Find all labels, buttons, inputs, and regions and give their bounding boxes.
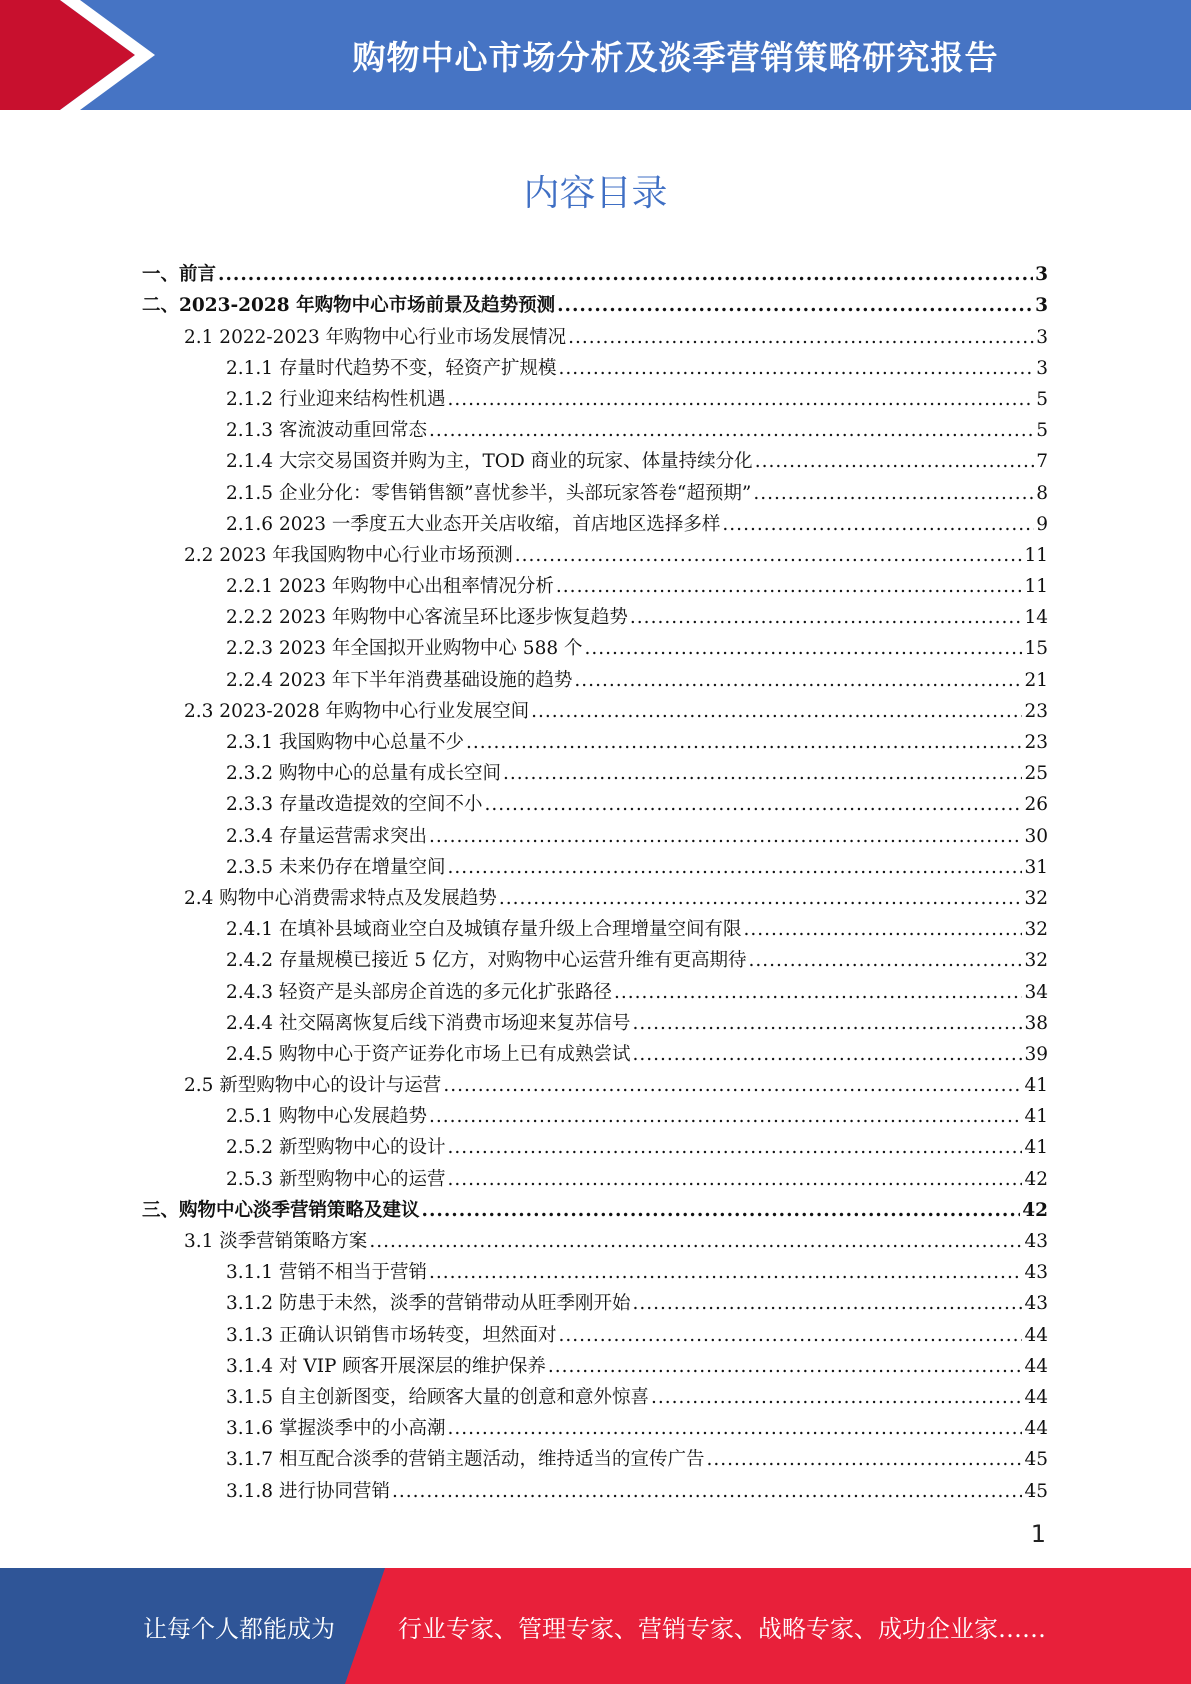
toc-entry-title: 3.1.7 相互配合淡季的营销主题活动，维持适当的宣传广告 [226, 1449, 705, 1471]
toc-entry[interactable] [142, 317, 1048, 348]
toc-entry-page: 5 [1036, 420, 1048, 442]
dot-leader [429, 1262, 1022, 1284]
toc-entry-title: 2.4.1 在填补县域商业空白及城镇存量升级上合理增量空间有限 [226, 919, 742, 941]
dot-leader [429, 420, 1034, 442]
toc-entry-title: 3.1.1 营销不相当于营销 [226, 1262, 427, 1284]
toc-entry-title: 2.1.1 存量时代趋势不变，轻资产扩规模 [226, 357, 557, 379]
toc-entry[interactable] [142, 1347, 1048, 1378]
toc-entry-page: 9 [1036, 513, 1048, 535]
toc-entry[interactable] [142, 629, 1048, 660]
dot-leader [651, 1387, 1022, 1409]
toc-entry-title: 2.3.1 我国购物中心总量不少 [226, 732, 464, 753]
toc-entry-page: 15 [1024, 638, 1048, 660]
dot-leader [632, 1013, 1022, 1035]
dot-leader [755, 451, 1035, 473]
toc-entry-title: 3.1.2 防患于未然，淡季的营销带动从旺季刚开始 [226, 1293, 631, 1315]
toc-entry[interactable] [142, 723, 1048, 754]
report-title: 购物中心市场分析及淡季营销策略研究报告 [352, 37, 999, 77]
toc-entry[interactable] [142, 941, 1048, 972]
dot-leader [568, 327, 1034, 349]
toc-entry[interactable] [142, 1191, 1048, 1222]
dot-leader [447, 1169, 1022, 1191]
toc-entry-page: 5 [1036, 388, 1048, 410]
toc-entry[interactable] [142, 816, 1048, 847]
toc-entry-page: 45 [1024, 1480, 1048, 1502]
table-of-contents [142, 255, 1048, 1503]
dot-leader [218, 264, 1033, 286]
dot-leader [614, 982, 1022, 1004]
toc-entry-page: 44 [1024, 1324, 1048, 1346]
toc-heading: 内容目录 [523, 173, 668, 214]
toc-entry-page: 21 [1024, 669, 1048, 691]
dot-leader [466, 732, 1022, 754]
toc-entry-page: 23 [1024, 732, 1048, 753]
toc-entry-page: 32 [1024, 950, 1048, 972]
toc-entry-page: 43 [1024, 1231, 1048, 1252]
toc-entry-title: 2.1 2022-2023 年购物中心行业市场发展情况 [184, 326, 567, 348]
toc-entry-page: 43 [1024, 1293, 1048, 1315]
toc-entry-page: 43 [1024, 1262, 1048, 1284]
toc-entry-page: 8 [1036, 482, 1048, 504]
dot-leader [630, 607, 1023, 629]
arrow-chevron-icon [0, 0, 160, 110]
toc-entry-page: 44 [1024, 1355, 1048, 1377]
toc-entry[interactable] [142, 692, 1048, 723]
toc-entry-page: 38 [1024, 1012, 1048, 1034]
toc-entry[interactable] [142, 1284, 1048, 1315]
toc-entry[interactable] [142, 1378, 1048, 1409]
toc-entry-title: 2.2.2 2023 年购物中心客流呈环比逐步恢复趋势 [226, 607, 628, 629]
toc-entry[interactable] [142, 411, 1048, 442]
toc-entry-page: 3 [1035, 295, 1048, 317]
dot-leader [531, 701, 1022, 723]
toc-entry-page: 34 [1024, 981, 1048, 1003]
toc-entry-title: 2.2.4 2023 年下半年消费基础设施的趋势 [226, 669, 573, 691]
toc-entry-page: 41 [1024, 1075, 1048, 1097]
dot-leader [447, 1418, 1022, 1440]
dot-leader [503, 763, 1022, 785]
dot-leader [749, 950, 1023, 972]
toc-entry[interactable] [142, 567, 1048, 598]
toc-entry-title: 2.3.3 存量改造提效的空间不小 [226, 794, 483, 816]
toc-entry[interactable] [142, 1159, 1048, 1190]
toc-entry-title: 2.4.5 购物中心于资产证券化市场上已有成熟尝试 [226, 1043, 631, 1065]
header-banner [0, 0, 1191, 110]
dot-leader [558, 358, 1034, 380]
toc-entry-page: 39 [1024, 1043, 1048, 1065]
toc-entry[interactable] [142, 1035, 1048, 1066]
toc-entry[interactable] [142, 349, 1048, 380]
dot-leader [632, 1044, 1022, 1066]
toc-entry-page: 3 [1035, 264, 1048, 286]
toc-entry-title: 2.5.3 新型购物中心的运营 [226, 1168, 446, 1190]
toc-entry[interactable] [142, 785, 1048, 816]
dot-leader [447, 389, 1034, 411]
toc-entry-page: 25 [1024, 763, 1048, 785]
toc-entry-page: 44 [1024, 1418, 1048, 1440]
toc-entry-page: 3 [1036, 357, 1048, 379]
toc-entry-page: 30 [1024, 825, 1048, 847]
toc-entry[interactable] [142, 598, 1048, 629]
toc-entry-title: 三、购物中心淡季营销策略及建议 [142, 1199, 420, 1221]
dot-leader [722, 514, 1034, 536]
toc-entry-title: 2.3.2 购物中心的总量有成长空间 [226, 763, 501, 785]
toc-entry-title: 2.2.3 2023 年全国拟开业购物中心 588 个 [226, 638, 583, 660]
toc-entry-title: 2.2.1 2023 年购物中心出租率情况分析 [226, 576, 554, 598]
toc-entry-title: 2.5.2 新型购物中心的设计 [226, 1137, 446, 1159]
toc-entry-title: 2.4.2 存量规模已接近 5 亿方，对购物中心运营升维有更高期待 [226, 950, 747, 972]
toc-entry[interactable] [142, 1315, 1048, 1346]
toc-entry-title: 3.1.3 正确认识销售市场转变，坦然面对 [226, 1324, 557, 1346]
toc-entry-title: 2.4.4 社交隔离恢复后线下消费市场迎来复苏信号 [226, 1012, 631, 1034]
toc-entry-page: 14 [1024, 607, 1048, 629]
toc-entry[interactable] [142, 255, 1048, 286]
dot-leader [585, 638, 1023, 660]
toc-entry-title: 2.1.3 客流波动重回常态 [226, 420, 427, 442]
toc-entry-page: 7 [1036, 451, 1048, 473]
toc-entry[interactable] [142, 1004, 1048, 1035]
footer-slogan-left: 让每个人都能成为 [143, 1614, 335, 1643]
toc-entry[interactable] [142, 1128, 1048, 1159]
toc-entry-title: 3.1.8 进行协同营销 [226, 1480, 390, 1502]
dot-leader [484, 794, 1022, 816]
toc-entry[interactable] [142, 910, 1048, 941]
toc-entry-title: 2.1.4 大宗交易国资并购为主，TOD 商业的玩家、体量持续分化 [226, 451, 753, 473]
dot-leader [556, 576, 1023, 598]
toc-entry-page: 11 [1024, 544, 1048, 566]
toc-entry[interactable] [142, 473, 1048, 504]
page-number: 1 [1030, 1520, 1046, 1548]
toc-entry-page: 44 [1024, 1386, 1048, 1408]
dot-leader [392, 1481, 1022, 1503]
footer-slogan-right: 行业专家、管理专家、营销专家、战略专家、成功企业家…… [398, 1614, 1046, 1643]
dot-leader [632, 1293, 1022, 1315]
toc-entry-page: 3 [1036, 326, 1048, 348]
toc-entry[interactable] [142, 660, 1048, 691]
toc-entry-page: 32 [1024, 919, 1048, 941]
toc-entry-title: 3.1.4 对 VIP 顾客开展深层的维护保养 [226, 1355, 546, 1377]
toc-entry[interactable] [142, 879, 1048, 910]
toc-entry-title: 2.5.1 购物中心发展趋势 [226, 1106, 427, 1128]
dot-leader [515, 545, 1023, 567]
dot-leader [548, 1356, 1023, 1378]
toc-entry[interactable] [142, 1222, 1048, 1253]
toc-entry[interactable] [142, 536, 1048, 567]
dot-leader [447, 1137, 1022, 1159]
toc-entry[interactable] [142, 1471, 1048, 1502]
footer-banner [0, 1568, 1191, 1684]
toc-entry-page: 45 [1024, 1449, 1048, 1471]
toc-entry-title: 3.1.6 掌握淡季中的小高潮 [226, 1418, 446, 1440]
dot-leader [743, 919, 1022, 941]
toc-entry-page: 11 [1024, 576, 1048, 598]
toc-entry-page: 41 [1024, 1137, 1048, 1159]
toc-entry-title: 2.1.6 2023 一季度五大业态开关店收缩，首店地区选择多样 [226, 513, 721, 535]
dot-leader [429, 826, 1022, 848]
toc-entry-page: 32 [1024, 887, 1048, 909]
toc-entry[interactable] [142, 1097, 1048, 1128]
dot-leader [753, 483, 1034, 505]
dot-leader [558, 1325, 1022, 1347]
dot-leader [447, 857, 1022, 879]
toc-entry-title: 一、前言 [142, 264, 217, 286]
toc-entry-title: 3.1 淡季营销策略方案 [184, 1231, 368, 1252]
toc-entry-title: 2.3.4 存量运营需求突出 [226, 825, 427, 847]
toc-entry-title: 2.4.3 轻资产是头部房企首选的多元化扩张路径 [226, 981, 612, 1003]
dot-leader [574, 670, 1022, 692]
toc-entry[interactable] [142, 1409, 1048, 1440]
toc-entry-page: 26 [1024, 794, 1048, 816]
toc-entry-title: 2.1.5 企业分化：零售销售额”喜忧参半，头部玩家答卷“超预期” [226, 482, 752, 504]
dot-leader [499, 888, 1023, 910]
toc-entry-title: 二、2023-2028 年购物中心市场前景及趋势预测 [142, 295, 556, 317]
toc-entry-title: 2.4 购物中心消费需求特点及发展趋势 [184, 887, 497, 909]
dot-leader [557, 295, 1033, 317]
toc-entry-title: 2.2 2023 年我国购物中心行业市场预测 [184, 544, 513, 566]
dot-leader [369, 1231, 1022, 1253]
toc-entry[interactable] [142, 380, 1048, 411]
toc-entry[interactable] [142, 1253, 1048, 1284]
toc-entry-title: 3.1.5 自主创新图变，给顾客大量的创意和意外惊喜 [226, 1386, 649, 1408]
toc-entry[interactable] [142, 442, 1048, 473]
toc-entry-page: 42 [1024, 1168, 1048, 1190]
toc-entry[interactable] [142, 754, 1048, 785]
toc-entry[interactable] [142, 972, 1048, 1003]
toc-entry-title: 2.3 2023-2028 年购物中心行业发展空间 [184, 700, 530, 722]
dot-leader [422, 1200, 1021, 1222]
toc-entry-title: 2.5 新型购物中心的设计与运营 [184, 1075, 442, 1097]
dot-leader [443, 1075, 1022, 1097]
toc-entry-title: 2.1.2 行业迎来结构性机遇 [226, 388, 446, 410]
toc-entry-page: 41 [1024, 1106, 1048, 1128]
toc-entry[interactable] [142, 505, 1048, 536]
toc-entry-page: 23 [1024, 700, 1048, 722]
toc-entry[interactable] [142, 286, 1048, 317]
toc-entry[interactable] [142, 1066, 1048, 1097]
dot-leader [429, 1106, 1022, 1128]
toc-entry-title: 2.3.5 未来仍存在增量空间 [226, 856, 446, 878]
dot-leader [706, 1449, 1022, 1471]
toc-entry[interactable] [142, 1440, 1048, 1471]
toc-entry-page: 31 [1024, 856, 1048, 878]
toc-entry-page: 42 [1022, 1199, 1048, 1221]
toc-entry[interactable] [142, 848, 1048, 879]
